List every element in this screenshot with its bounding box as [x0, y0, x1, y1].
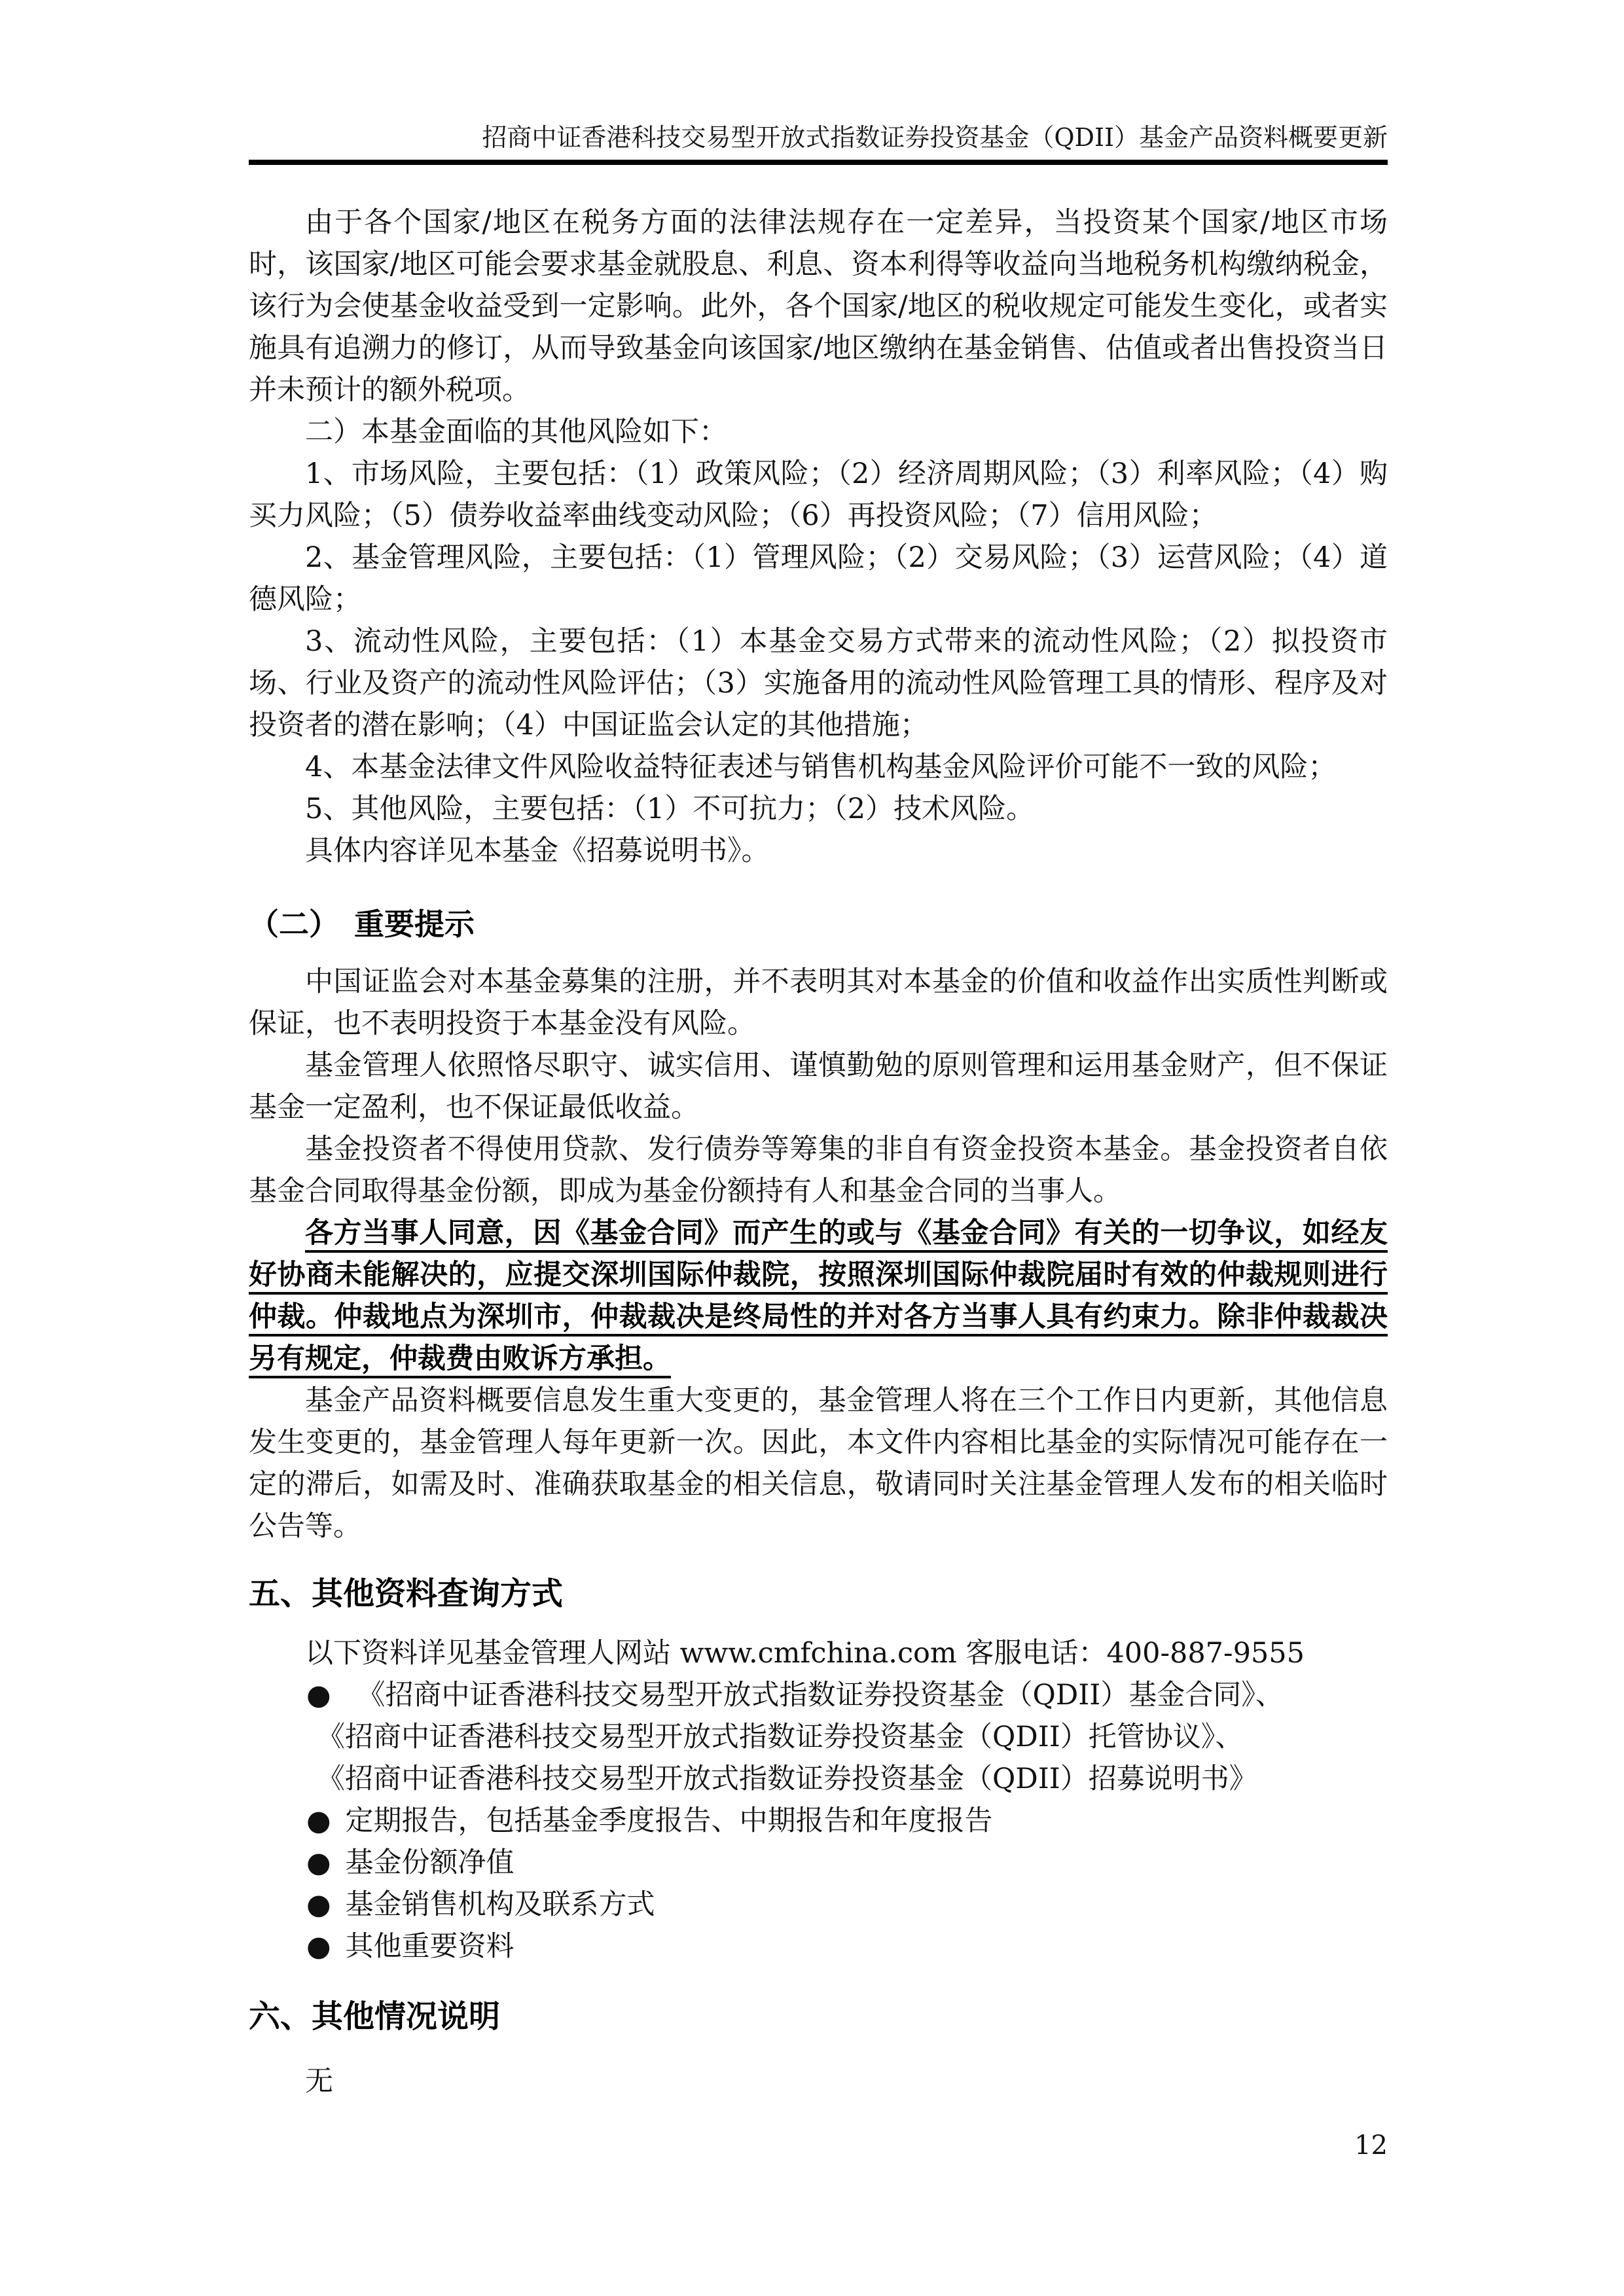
- list-item-label: 基金销售机构及联系方式: [345, 1888, 655, 1921]
- page-content: [249, 0, 1388, 2102]
- bullet-icon: ●: [306, 1930, 331, 1963]
- document-title-custody-agreement: 《招商中证香港科技交易型开放式指数证券投资基金（QDII）托管协议》、: [317, 1721, 1244, 1753]
- arbitration-clause: 各方当事人同意，因《基金合同》而产生的或与《基金合同》有关的一切争议，如经友好协商未能解决的，应提交深圳国际仲裁院，按照深圳国际仲裁院届时有效的仲裁规则进行仲裁。仲裁地点为深圳市，仲裁裁决是终局性的并对各方当事人具有约束力。除非仲裁裁决另有规定，仲裁费由败诉方承担。: [249, 1217, 1388, 1375]
- bullet-icon: ●: [306, 1804, 331, 1837]
- list-item-fund-contract: [249, 1674, 1388, 1716]
- risk-item-liquidity: 3、流动性风险，主要包括：（1）本基金交易方式带来的流动性风险；（2）拟投资市场、行业及资产的流动性风险评估；（3）实施备用的流动性风险管理工具的情形、程序及对投资者的潜在影响；（4）中国证监会认定的其他措施；: [249, 625, 1388, 742]
- list-item-label: 其他重要资料: [345, 1930, 514, 1963]
- notice-paragraph-investor: 基金投资者不得使用贷款、发行债券等筹集的非自有资金投资本基金。基金投资者自依基金合同取得基金份额，即成为基金份额持有人和基金合同的当事人。: [249, 1133, 1388, 1208]
- bullet-icon: ●: [306, 1846, 331, 1879]
- other-info-intro: 以下资料详见基金管理人网站 www.cmfchina.com 客服电话：400-887-9555: [305, 1637, 1305, 1670]
- list-item-custody-agreement: [249, 1716, 1388, 1758]
- tax-risk-paragraph: 由于各个国家/地区在税务方面的法律法规存在一定差异，当投资某个国家/地区市场时，该国家/地区可能会要求基金就股息、利息、资本利得等收益向当地税务机构缴纳税金，该行为会使基金收益受到一定影响。此外，各个国家/地区的税收规定可能发生变化，或者实施具有追溯力的修订，从而导致基金向该国家/地区缴纳在基金销售、估值或者出售投资当日并未预计的额外税项。: [249, 206, 1388, 406]
- risk-item-market: 1、市场风险，主要包括：（1）政策风险；（2）经济周期风险；（3）利率风险；（4）购买力风险；（5）债券收益率曲线变动风险；（6）再投资风险；（7）信用风险；: [249, 457, 1388, 532]
- list-item-label: 基金份额净值: [345, 1846, 514, 1879]
- list-item-periodic-reports: [249, 1800, 1388, 1842]
- other-risks-intro: 二）本基金面临的其他风险如下：: [305, 416, 727, 448]
- notice-paragraph-csrc: 中国证监会对本基金募集的注册，并不表明其对本基金的价值和收益作出实质性判断或保证，也不表明投资于本基金没有风险。: [249, 965, 1388, 1040]
- document-title-fund-contract: 《招商中证香港科技交易型开放式指数证券投资基金（QDII）基金合同》、: [357, 1679, 1284, 1712]
- section-heading-important-notice: （二） 重要提示: [249, 906, 475, 942]
- list-item-prospectus: [249, 1758, 1388, 1800]
- update-policy-paragraph: 基金产品资料概要信息发生重大变更的，基金管理人将在三个工作日内更新，其他信息发生变更的，基金管理人每年更新一次。因此，本文件内容相比基金的实际情况可能存在一定的滞后，如需及时、准确获取基金的相关信息，敬请同时关注基金管理人发布的相关临时公告等。: [249, 1384, 1388, 1543]
- page-number: 12: [1354, 2130, 1388, 2161]
- bullet-icon: ●: [306, 1679, 331, 1712]
- bullet-icon: ●: [306, 1888, 331, 1921]
- document-title-prospectus: 《招商中证香港科技交易型开放式指数证券投资基金（QDII）招募说明书》: [317, 1763, 1257, 1795]
- document-header-title: 招商中证香港科技交易型开放式指数证券投资基金（QDII）基金产品资料概要更新: [482, 123, 1388, 152]
- list-item-label: 定期报告，包括基金季度报告、中期报告和年度报告: [345, 1804, 993, 1837]
- risk-detail-note: 具体内容详见本基金《招募说明书》。: [305, 834, 770, 867]
- notice-paragraph-manager: 基金管理人依照恪尽职守、诚实信用、谨慎勤勉的原则管理和运用基金财产，但不保证基金一定盈利，也不保证最低收益。: [249, 1049, 1388, 1124]
- list-item-other-materials: [249, 1926, 1388, 1967]
- risk-item-management: 2、基金管理风险，主要包括：（1）管理风险；（2）交易风险；（3）运营风险；（4）道德风险；: [249, 541, 1388, 616]
- header-divider-rule: [249, 160, 1388, 165]
- list-item-nav: [249, 1842, 1388, 1884]
- section-heading-other-notes: 六、其他情况说明: [249, 1998, 501, 2035]
- risk-item-legal-docs: 4、本基金法律文件风险收益特征表述与销售机构基金风险评价可能不一致的风险；: [305, 751, 1337, 783]
- section-heading-other-info: 五、其他资料查询方式: [249, 1575, 564, 1612]
- other-notes-content: 无: [305, 2065, 333, 2098]
- list-item-sales-agencies: [249, 1884, 1388, 1926]
- risk-item-other: 5、其他风险，主要包括：（1）不可抗力；（2）技术风险。: [305, 793, 1035, 825]
